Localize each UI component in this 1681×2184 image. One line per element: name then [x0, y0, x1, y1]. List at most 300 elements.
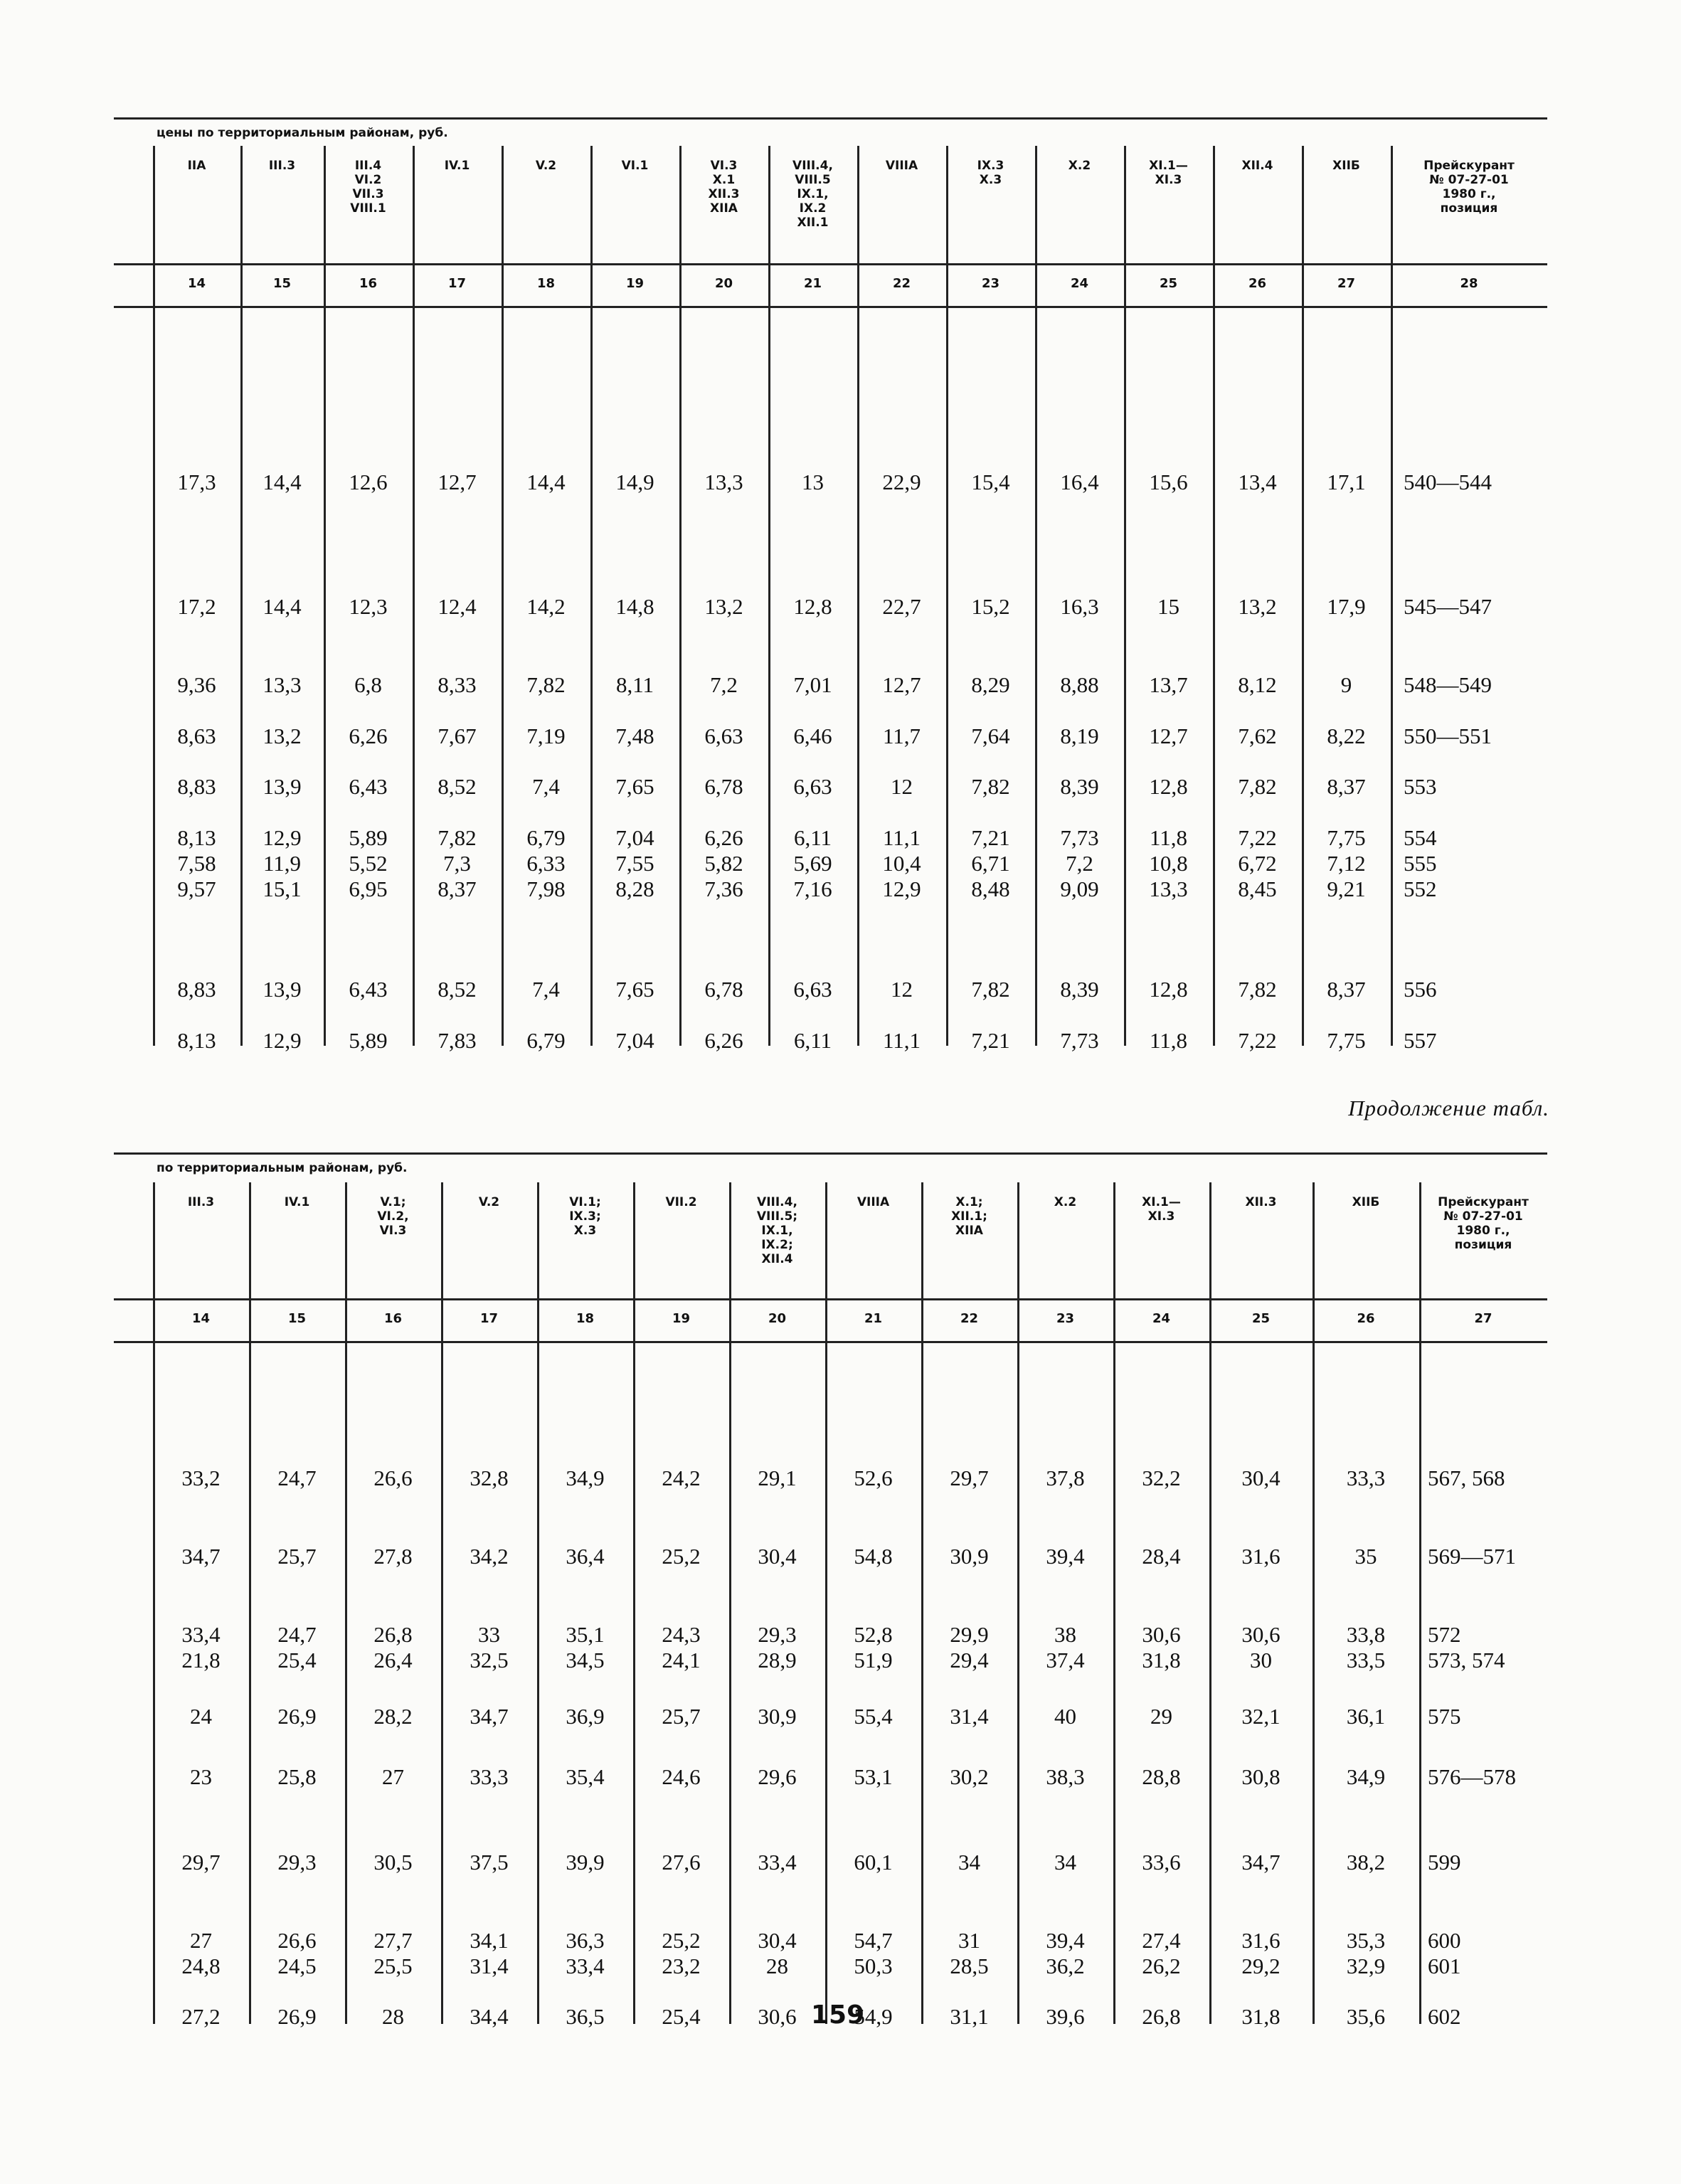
price-cell: 29: [1150, 1704, 1172, 1729]
column-number: 14: [187, 276, 206, 291]
price-cell: 28: [382, 2004, 404, 2029]
price-list-position-cell: 557: [1404, 1028, 1437, 1053]
price-cell: 5,89: [349, 1028, 388, 1053]
price-list-position-cell: 550—551: [1404, 723, 1492, 748]
price-cell: 34,9: [1346, 1764, 1386, 1789]
price-cell: 6,78: [704, 977, 743, 1002]
price-cell: 7,82 7,3 8,37: [438, 825, 477, 901]
price-cell: 7,22 6,72 8,45: [1238, 825, 1277, 901]
price-cell: 6,11 5,69 7,16: [793, 825, 832, 901]
column-header: IV.1: [284, 1195, 310, 1209]
price-cell: 28,8: [1142, 1764, 1181, 1789]
column-header: Прейскурант № 07-27-01 1980 г., позиция: [1423, 159, 1515, 216]
price-cell: 9: [1340, 672, 1352, 697]
price-cell: 6,43: [349, 774, 388, 799]
column-header: III.4 VI.2 VII.3 VIII.1: [350, 159, 386, 216]
price-cell: 7,62: [1238, 723, 1277, 748]
column-header: VII.2: [665, 1195, 697, 1209]
price-cell: 36,3 33,4: [566, 1928, 605, 1978]
column-header: XI.1— XI.3: [1142, 1195, 1181, 1224]
column-header: VI.1; IX.3; X.3: [569, 1195, 601, 1238]
price-cell: 29,7: [950, 1465, 989, 1490]
price-list-position-cell: 554 555 552: [1404, 825, 1437, 901]
price-cell: 54,7 50,3: [854, 1928, 893, 1978]
column-divider: [1313, 1182, 1315, 2024]
price-cell: 17,2: [177, 594, 216, 619]
price-list-position-cell: 569—571: [1428, 1544, 1516, 1569]
price-cell: 8,13 7,58 9,57: [177, 825, 216, 901]
price-cell: 7,4: [532, 774, 560, 799]
price-cell: 35,4: [566, 1764, 605, 1789]
price-cell: 14,8: [615, 594, 654, 619]
column-header: V.2: [478, 1195, 500, 1209]
column-number: 23: [1056, 1311, 1075, 1326]
column-number: 15: [287, 1311, 307, 1326]
column-number: 27: [1337, 276, 1356, 291]
table-top-rule: [114, 117, 1547, 120]
column-number: 14: [191, 1311, 211, 1326]
column-header: IV.1: [444, 159, 470, 173]
price-cell: 38,2: [1346, 1850, 1386, 1875]
price-cell: 34,7: [470, 1704, 509, 1729]
price-cell: 35,3 32,9: [1346, 1928, 1386, 1978]
price-cell: 6,63: [793, 977, 832, 1002]
price-cell: 30,9: [950, 1544, 989, 1569]
price-cell: 39,6: [1046, 2004, 1085, 2029]
price-cell: 6,26: [349, 723, 388, 748]
price-cell: 7,04: [615, 1028, 654, 1053]
column-header: XI.1— XI.3: [1149, 159, 1188, 187]
column-number: 23: [981, 276, 1000, 291]
price-cell: 52,6: [854, 1465, 893, 1490]
price-cell: 26,8 26,4: [373, 1622, 413, 1673]
column-header: VIIIА: [857, 1195, 890, 1209]
price-cell: 8,29: [971, 672, 1010, 697]
price-cell: 12,4: [438, 594, 477, 619]
price-cell: 11,1: [882, 1028, 921, 1053]
column-header: III.3: [187, 1195, 215, 1209]
price-cell: 12,3: [349, 594, 388, 619]
column-header: V.2: [535, 159, 557, 173]
price-cell: 7,75 7,12 9,21: [1327, 825, 1366, 901]
price-cell: 12,9: [263, 1028, 302, 1053]
column-number: 18: [576, 1311, 595, 1326]
column-header: V.1; VI.2, VI.3: [377, 1195, 409, 1238]
price-list-position-cell: 575: [1428, 1704, 1461, 1729]
price-cell: 27,8: [373, 1544, 413, 1569]
column-header: XIIБ: [1332, 159, 1360, 173]
price-cell: 7,82: [971, 774, 1010, 799]
price-cell: 34,7: [181, 1544, 221, 1569]
column-number: 24: [1070, 276, 1089, 291]
price-cell: 34,4: [470, 2004, 509, 2029]
price-cell: 26,9: [277, 2004, 317, 2029]
table-caption: цены по территориальным районам, руб.: [157, 126, 448, 140]
column-divider: [249, 1182, 251, 2024]
column-number: 18: [536, 276, 556, 291]
price-cell: 6,63: [704, 723, 743, 748]
price-cell: 32,2: [1142, 1465, 1181, 1490]
price-cell: 34,7: [1241, 1850, 1280, 1875]
price-cell: 7,73 7,2 9,09: [1060, 825, 1099, 901]
column-header: IIА: [187, 159, 206, 173]
price-cell: 30,5: [373, 1850, 413, 1875]
price-cell: 17,1: [1327, 470, 1366, 494]
price-cell: 29,7: [181, 1850, 221, 1875]
price-list-position-cell: 599: [1428, 1850, 1461, 1875]
price-cell: 27,6: [662, 1850, 701, 1875]
price-cell: 13,2: [704, 594, 743, 619]
price-cell: 11,8 10,8 13,3: [1149, 825, 1188, 901]
price-cell: 8,19: [1060, 723, 1099, 748]
price-cell: 8,13: [177, 1028, 216, 1053]
price-cell: 12,8: [1149, 977, 1188, 1002]
price-cell: 7,67: [438, 723, 477, 748]
column-header: X.1; XII.1; XIIА: [951, 1195, 987, 1238]
price-cell: 37,8: [1046, 1465, 1085, 1490]
price-cell: 27,4 26,2: [1142, 1928, 1181, 1978]
price-cell: 53,1: [854, 1764, 893, 1789]
table-top-rule: [114, 1152, 1547, 1155]
column-number: 22: [960, 1311, 979, 1326]
price-cell: 15,6: [1149, 470, 1188, 494]
price-cell: 25,7: [277, 1544, 317, 1569]
table-rule: [114, 306, 1547, 308]
column-number: 24: [1152, 1311, 1171, 1326]
price-cell: 24,7: [277, 1465, 317, 1490]
column-header: IX.3 X.3: [977, 159, 1004, 187]
price-cell: 33,4 21,8: [181, 1622, 221, 1673]
column-divider: [1209, 1182, 1211, 2024]
price-cell: 16,3: [1060, 594, 1099, 619]
price-cell: 24,2: [662, 1465, 701, 1490]
column-number: 20: [768, 1311, 787, 1326]
column-number: 19: [672, 1311, 691, 1326]
price-list-position-cell: 556: [1404, 977, 1437, 1002]
column-divider: [153, 1182, 155, 2024]
column-number: 15: [272, 276, 292, 291]
price-cell: 13,4: [1238, 470, 1277, 494]
price-cell: 8,39: [1060, 774, 1099, 799]
price-cell: 24: [190, 1704, 212, 1729]
price-cell: 27,2: [181, 2004, 221, 2029]
price-cell: 13,3: [263, 672, 302, 697]
column-header: XIIБ: [1352, 1195, 1380, 1209]
price-cell: 30,6 31,8: [1142, 1622, 1181, 1673]
column-number: 22: [892, 276, 911, 291]
column-divider: [1419, 1182, 1421, 2024]
price-cell: 33,8 33,5: [1346, 1622, 1386, 1673]
column-number: 16: [359, 276, 378, 291]
price-cell: 12,9 11,9 15,1: [263, 825, 302, 901]
price-cell: 34: [958, 1850, 980, 1875]
column-divider: [1017, 1182, 1019, 2024]
price-cell: 14,4: [526, 470, 566, 494]
price-cell: 30,4 28: [758, 1928, 797, 1978]
price-list-position-cell: 553: [1404, 774, 1437, 799]
price-cell: 7,82: [1238, 977, 1277, 1002]
price-cell: 31,6 29,2: [1241, 1928, 1280, 1978]
column-divider: [633, 1182, 635, 2024]
price-cell: 8,12: [1238, 672, 1277, 697]
column-header: XII.3: [1245, 1195, 1277, 1209]
price-cell: 27,7 25,5: [373, 1928, 413, 1978]
price-cell: 12: [891, 977, 913, 1002]
price-cell: 7,82: [971, 977, 1010, 1002]
column-header: VI.1: [621, 159, 649, 173]
price-cell: 35,6: [1346, 2004, 1386, 2029]
price-cell: 27 24,8: [181, 1928, 221, 1978]
price-cell: 36,9: [566, 1704, 605, 1729]
column-header: X.2: [1054, 1195, 1077, 1209]
price-list-position-cell: 600 601: [1428, 1928, 1461, 1978]
price-cell: 13,7: [1149, 672, 1188, 697]
price-cell: 11,8: [1149, 1028, 1188, 1053]
price-cell: 6,79 6,33 7,98: [526, 825, 566, 901]
price-cell: 7,21: [971, 1028, 1010, 1053]
price-cell: 14,2: [526, 594, 566, 619]
price-cell: 60,1: [854, 1850, 893, 1875]
price-list-position-cell: 576—578: [1428, 1764, 1516, 1789]
column-number: 26: [1357, 1311, 1375, 1326]
price-cell: 7,04 7,55 8,28: [615, 825, 654, 901]
price-cell: 7,73: [1060, 1028, 1099, 1053]
price-cell: 28,2: [373, 1704, 413, 1729]
price-cell: 39,4: [1046, 1544, 1085, 1569]
price-cell: 7,64: [971, 723, 1010, 748]
price-cell: 7,82: [1238, 774, 1277, 799]
price-cell: 33,2: [181, 1465, 221, 1490]
price-cell: 7,4: [532, 977, 560, 1002]
price-cell: 22,7: [882, 594, 921, 619]
column-number: 25: [1251, 1311, 1271, 1326]
price-cell: 6,43: [349, 977, 388, 1002]
price-cell: 8,33: [438, 672, 477, 697]
price-cell: 7,48: [615, 723, 654, 748]
table-caption: по территориальным районам, руб.: [157, 1161, 408, 1175]
price-cell: 33,4: [758, 1850, 797, 1875]
price-cell: 36,1: [1346, 1704, 1386, 1729]
price-cell: 36,4: [566, 1544, 605, 1569]
price-cell: 29,3: [277, 1850, 317, 1875]
price-cell: 33,3: [470, 1764, 509, 1789]
column-header: Прейскурант № 07-27-01 1980 г., позиция: [1438, 1195, 1529, 1252]
price-cell: 34: [1054, 1850, 1076, 1875]
column-header: VIIIА: [885, 159, 918, 173]
price-cell: 35: [1354, 1544, 1377, 1569]
price-cell: 12,7: [438, 470, 477, 494]
price-cell: 28,4: [1142, 1544, 1181, 1569]
price-cell: 31,8: [1241, 2004, 1280, 2029]
column-divider: [441, 1182, 443, 2024]
price-cell: 12,8: [1149, 774, 1188, 799]
price-cell: 25,8: [277, 1764, 317, 1789]
price-cell: 17,9: [1327, 594, 1366, 619]
price-list-position-cell: 572 573, 574: [1428, 1622, 1505, 1673]
price-list-position-cell: 567, 568: [1428, 1465, 1505, 1490]
price-cell: 26,6 24,5: [277, 1928, 317, 1978]
price-cell: 15,2: [971, 594, 1010, 619]
price-cell: 13,3: [704, 470, 743, 494]
price-cell: 25,2 23,2: [662, 1928, 701, 1978]
price-cell: 30,4: [758, 1544, 797, 1569]
price-cell: 7,65: [615, 774, 654, 799]
price-cell: 14,9: [615, 470, 654, 494]
column-number: 17: [479, 1311, 499, 1326]
price-cell: 34,9: [566, 1465, 605, 1490]
price-cell: 12,7: [882, 672, 921, 697]
table-rule: [114, 1341, 1547, 1343]
continuation-label: Продолжение табл.: [1348, 1096, 1549, 1120]
price-cell: 11,1 10,4 12,9: [882, 825, 921, 901]
price-cell: 30,6: [758, 2004, 797, 2029]
price-cell: 8,39: [1060, 977, 1099, 1002]
price-cell: 15: [1157, 594, 1179, 619]
price-cell: 12,8: [793, 594, 832, 619]
column-divider: [729, 1182, 731, 2024]
column-header: X.2: [1068, 159, 1091, 173]
price-cell: 38,3: [1046, 1764, 1085, 1789]
price-cell: 9,36: [177, 672, 216, 697]
price-cell: 34,1 31,4: [470, 1928, 509, 1978]
column-divider: [537, 1182, 539, 2024]
price-cell: 13,2: [263, 723, 302, 748]
price-cell: 24,6: [662, 1764, 701, 1789]
price-cell: 26,8: [1142, 2004, 1181, 2029]
price-cell: 55,4: [854, 1704, 893, 1729]
price-cell: 7,65: [615, 977, 654, 1002]
table-rule: [114, 263, 1547, 265]
price-cell: 7,19: [526, 723, 566, 748]
price-cell: 14,4: [263, 470, 302, 494]
price-cell: 7,83: [438, 1028, 477, 1053]
price-cell: 8,63: [177, 723, 216, 748]
column-header: VIII.4, VIII.5; IX.1, IX.2; XII.4: [756, 1195, 798, 1266]
price-cell: 8,11: [615, 672, 654, 697]
price-cell: 30,8: [1241, 1764, 1280, 1789]
price-cell: 14,4: [263, 594, 302, 619]
price-list-position-cell: 548—549: [1404, 672, 1492, 697]
price-cell: 31,6: [1241, 1544, 1280, 1569]
column-number: 28: [1460, 276, 1478, 291]
price-cell: 7,82: [526, 672, 566, 697]
price-list-position-cell: 545—547: [1404, 594, 1492, 619]
price-cell: 17,3: [177, 470, 216, 494]
price-cell: 29,6: [758, 1764, 797, 1789]
price-cell: 8,37: [1327, 774, 1366, 799]
price-cell: 6,8: [354, 672, 382, 697]
price-cell: 29,1: [758, 1465, 797, 1490]
price-cell: 6,11: [793, 1028, 832, 1053]
column-number: 21: [803, 276, 822, 291]
price-cell: 13: [802, 470, 824, 494]
column-divider: [825, 1182, 827, 2024]
price-cell: 7,21 6,71 8,48: [971, 825, 1010, 901]
price-cell: 37,5: [470, 1850, 509, 1875]
price-cell: 30,4: [1241, 1465, 1280, 1490]
price-cell: 6,26 5,82 7,36: [704, 825, 743, 901]
price-cell: 6,78: [704, 774, 743, 799]
column-divider: [345, 1182, 347, 2024]
price-cell: 22,9: [882, 470, 921, 494]
column-divider: [921, 1182, 923, 2024]
price-list-position-cell: 602: [1428, 2004, 1461, 2029]
column-number: 27: [1474, 1311, 1492, 1326]
price-cell: 7,75: [1327, 1028, 1366, 1053]
price-cell: 7,22: [1238, 1028, 1277, 1053]
price-cell: 8,83: [177, 977, 216, 1002]
column-number: 17: [447, 276, 467, 291]
column-header: XII.4: [1241, 159, 1273, 173]
price-cell: 13,2: [1238, 594, 1277, 619]
price-cell: 29,3 28,9: [758, 1622, 797, 1673]
price-cell: 39,9: [566, 1850, 605, 1875]
price-cell: 24,7 25,4: [277, 1622, 317, 1673]
column-number: 21: [864, 1311, 883, 1326]
column-number: 16: [383, 1311, 403, 1326]
price-cell: 12,6: [349, 470, 388, 494]
column-number: 20: [714, 276, 733, 291]
price-cell: 25,4: [662, 2004, 701, 2029]
price-cell: 8,22: [1327, 723, 1366, 748]
price-list-position-cell: 540—544: [1404, 470, 1492, 494]
price-cell: 25,2: [662, 1544, 701, 1569]
column-divider: [1113, 1182, 1115, 2024]
column-number: 26: [1248, 276, 1267, 291]
price-cell: 30,9: [758, 1704, 797, 1729]
price-cell: 26,6: [373, 1465, 413, 1490]
price-cell: 31 28,5: [950, 1928, 989, 1978]
price-cell: 33 32,5: [470, 1622, 509, 1673]
price-cell: 34,2: [470, 1544, 509, 1569]
page-number: 159: [811, 2000, 865, 2030]
price-cell: 23: [190, 1764, 212, 1789]
price-cell: 6,46: [793, 723, 832, 748]
price-cell: 27: [382, 1764, 404, 1789]
price-cell: 6,63: [793, 774, 832, 799]
price-cell: 25,7: [662, 1704, 701, 1729]
price-cell: 7,2: [710, 672, 738, 697]
price-cell: 8,52: [438, 977, 477, 1002]
price-cell: 52,8 51,9: [854, 1622, 893, 1673]
price-cell: 40: [1054, 1704, 1076, 1729]
column-number: 25: [1159, 276, 1178, 291]
price-cell: 15,4: [971, 470, 1010, 494]
price-cell: 26,9: [277, 1704, 317, 1729]
column-header: III.3: [268, 159, 296, 173]
price-cell: 36,5: [566, 2004, 605, 2029]
price-cell: 12,7: [1149, 723, 1188, 748]
price-cell: 39,4 36,2: [1046, 1928, 1085, 1978]
price-cell: 31,4: [950, 1704, 989, 1729]
column-header: VI.3 X.1 XII.3 XIIА: [708, 159, 740, 216]
table-rule: [114, 1298, 1547, 1300]
price-cell: 13,9: [263, 977, 302, 1002]
price-cell: 54,9: [854, 2004, 893, 2029]
price-cell: 8,52: [438, 774, 477, 799]
price-cell: 8,88: [1060, 672, 1099, 697]
price-cell: 8,37: [1327, 977, 1366, 1002]
price-cell: 31,1: [950, 2004, 989, 2029]
price-cell: 32,1: [1241, 1704, 1280, 1729]
price-cell: 16,4: [1060, 470, 1099, 494]
price-cell: 32,8: [470, 1465, 509, 1490]
price-cell: 29,9 29,4: [950, 1622, 989, 1673]
price-cell: 5,89 5,52 6,95: [349, 825, 388, 901]
price-cell: 13,9: [263, 774, 302, 799]
price-cell: 33,3: [1346, 1465, 1386, 1490]
column-header: VIII.4, VIII.5 IX.1, IX.2 XII.1: [792, 159, 833, 230]
